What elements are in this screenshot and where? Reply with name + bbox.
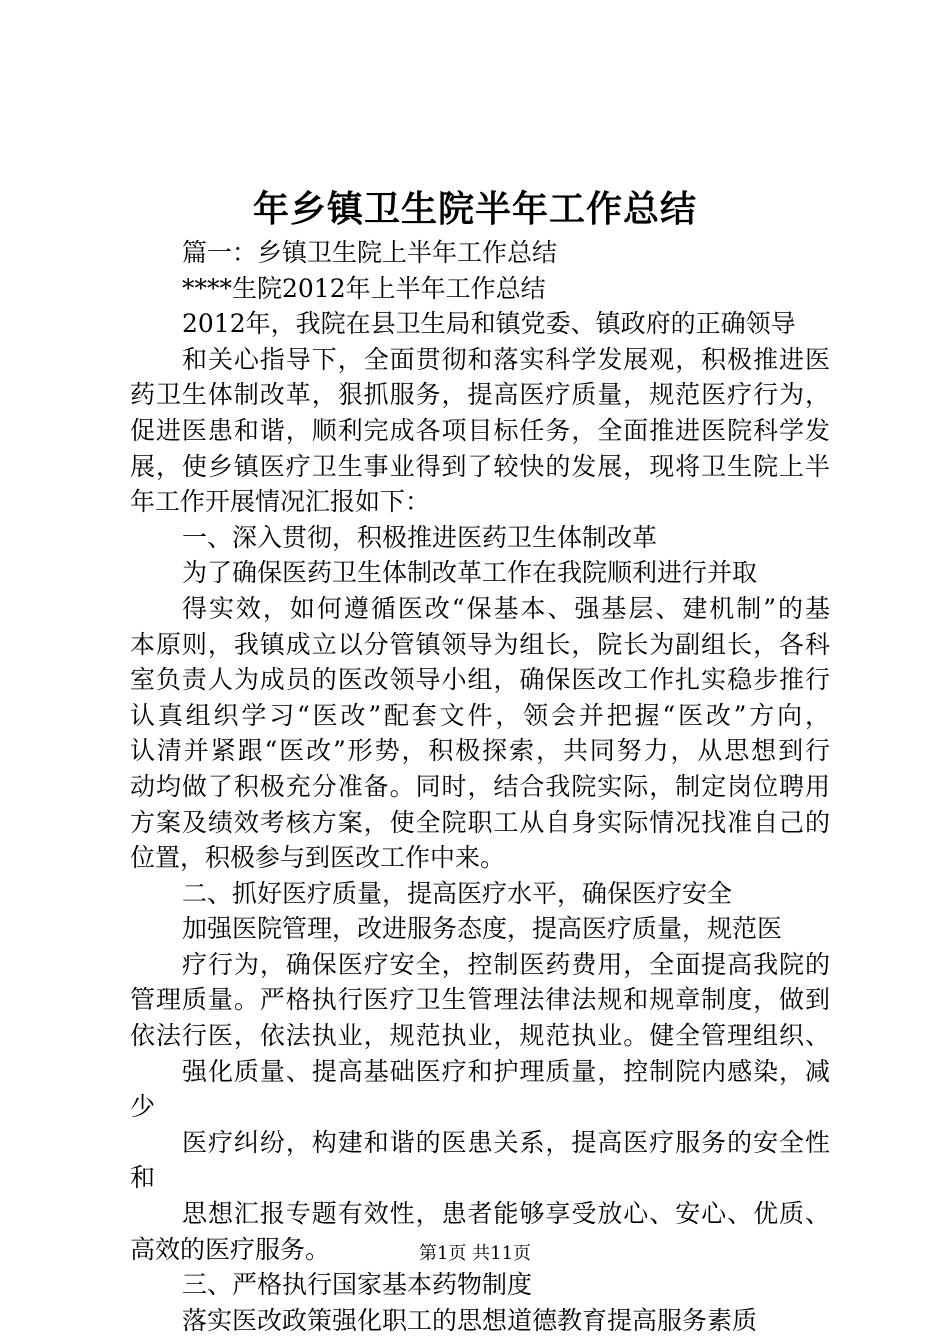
text-line: 思想汇报专题有效性，患者能够享受放心、安心、优质、 bbox=[182, 1199, 830, 1229]
text-line: 药卫生体制改革，狠抓服务，提高医疗质量，规范医疗行为， bbox=[130, 380, 830, 410]
text-line: 为了确保医药卫生体制改革工作在我院顺利进行并取 bbox=[182, 558, 758, 588]
text-line: 强化质量、提高基础医疗和护理质量，控制院内感染，减 bbox=[182, 1056, 830, 1086]
text-line: 位置，积极参与到医改工作中来。 bbox=[130, 843, 506, 873]
text-line: ****生院2012年上半年工作总结 bbox=[182, 273, 546, 303]
text-line: 得实效，如何遵循医改“保基本、强基层、建机制”的基 bbox=[182, 593, 830, 623]
text-line: 和 bbox=[130, 1163, 156, 1193]
text-line: 促进医患和谐，顺利完成各项目标任务，全面推进医院科学发 bbox=[130, 415, 830, 445]
text-line: 少 bbox=[130, 1092, 156, 1122]
text-line: 篇一：乡镇卫生院上半年工作总结 bbox=[182, 238, 558, 267]
text-line: 依法行医，依法执业，规范执业，规范执业。健全管理组织、 bbox=[130, 1021, 830, 1051]
text-line: 高效的医疗服务。 bbox=[130, 1234, 331, 1264]
text-line: 年工作开展情况汇报如下： bbox=[130, 487, 431, 517]
document-title: 年乡镇卫生院半年工作总结 bbox=[252, 188, 697, 230]
text-line: 动均做了积极充分准备。同时，结合我院实际，制定岗位聘用 bbox=[130, 771, 830, 801]
text-line: 室负责人为成员的医改领导小组，确保医改工作扎实稳步推行 bbox=[130, 665, 830, 695]
document-body bbox=[130, 235, 830, 1338]
text-line: 本原则，我镇成立以分管镇领导为组长，院长为副组长，各科 bbox=[130, 629, 830, 659]
text-line: 2012年，我院在县卫生局和镇党委、镇政府的正确领导 bbox=[182, 309, 796, 339]
text-line: 落实医改政策强化职工的思想道德教育提高服务素质 bbox=[182, 1305, 758, 1335]
section-heading: 二、抓好医疗质量，提高医疗水平，确保医疗安全 bbox=[182, 878, 733, 908]
text-line: 认清并紧跟“医改”形势，积极探索，共同努力，从思想到行 bbox=[130, 736, 830, 766]
text-line: 展，使乡镇医疗卫生事业得到了较快的发展，现将卫生院上半 bbox=[130, 451, 830, 481]
text-line: 医疗纠纷，构建和谐的医患关系，提高医疗服务的安全性 bbox=[182, 1127, 830, 1157]
text-line: 认真组织学习“医改”配套文件，领会并把握“医改”方向， bbox=[130, 700, 830, 730]
section-heading: 一、深入贯彻，积极推进医药卫生体制改革 bbox=[182, 522, 658, 552]
text-line: 疗行为，确保医疗安全，控制医药费用，全面提高我院的 bbox=[182, 949, 830, 979]
text-line: 和关心指导下，全面贯彻和落实科学发展观，积极推进医 bbox=[182, 344, 830, 374]
page-number: 第1页 共11页 bbox=[418, 1243, 532, 1264]
text-line: 管理质量。严格执行医疗卫生管理法律法规和规章制度，做到 bbox=[130, 985, 830, 1015]
text-line: 方案及绩效考核方案，使全院职工从自身实际情况找准自己的 bbox=[130, 807, 830, 837]
section-heading: 三、严格执行国家基本药物制度 bbox=[182, 1270, 533, 1300]
text-line: 加强医院管理，改进服务态度，提高医疗质量，规范医 bbox=[182, 914, 783, 944]
